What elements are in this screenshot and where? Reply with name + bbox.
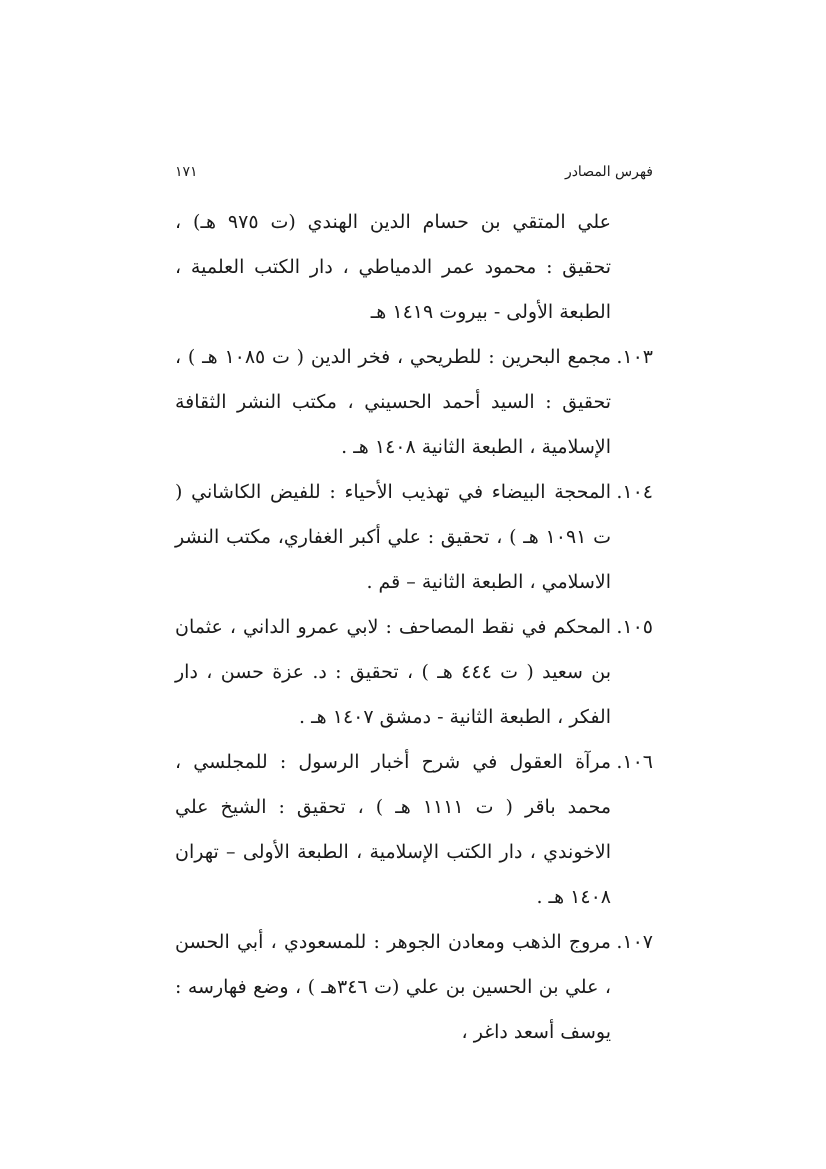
- entry-number: ١٠٥.: [616, 616, 653, 638]
- list-item: [175, 605, 653, 740]
- running-title: فهرس المصادر: [564, 164, 653, 180]
- entry-text: مروج الذهب ومعادن الجوهر : للمسعودي ، أبي الحسن ، علي بن الحسين بن علي (ت ٣٤٦هـ ) ، وضع فهارسه : يوسف أسعد داغر ،: [175, 931, 611, 1043]
- entry-number: ١٠٤.: [616, 481, 653, 503]
- entry-number: ١٠٣.: [616, 346, 653, 368]
- entry-number: ١٠٧.: [616, 931, 653, 953]
- page-header: [175, 164, 653, 186]
- entry-text: مجمع البحرين : للطريحي ، فخر الدين ( ت ١٠٨٥ هـ ) ، تحقيق : السيد أحمد الحسيني ، مكتب النشر الثقافة الإسلامية ، الطبعة الثانية ١٤٠٨ هـ .: [175, 346, 611, 458]
- entry-text: المحجة البيضاء في تهذيب الأحياء : للفيض الكاشاني ( ت ١٠٩١ هـ ) ، تحقيق : علي أكبر الغفاري، مكتب النشر الاسلامي ، الطبعة الثانية – قم .: [175, 481, 611, 593]
- list-item: [175, 920, 653, 1055]
- continuation-entry: [175, 200, 653, 335]
- entry-text: علي المتقي بن حسام الدين الهندي (ت ٩٧٥ هـ) ، تحقيق : محمود عمر الدمياطي ، دار الكتب العلمية ، الطبعة الأولى - بيروت ١٤١٩ هـ: [175, 211, 611, 323]
- bibliography-list: [175, 200, 653, 1055]
- list-item: [175, 470, 653, 605]
- list-item: [175, 740, 653, 920]
- entry-text: المحكم في نقط المصاحف : لابي عمرو الداني ، عثمان بن سعيد ( ت ٤٤٤ هـ ) ، تحقيق : د. عزة حسن ، دار الفكر ، الطبعة الثانية - دمشق ١٤٠٧ هـ .: [175, 616, 611, 728]
- page-number: ١٧١: [175, 164, 198, 180]
- list-item: [175, 335, 653, 470]
- entry-number: ١٠٦.: [616, 751, 653, 773]
- entry-text: مرآة العقول في شرح أخبار الرسول : للمجلسي ، محمد باقر ( ت ١١١١ هـ ) ، تحقيق : الشيخ علي الاخوندي ، دار الكتب الإسلامية ، الطبعة الأولى – تهران ١٤٠٨ هـ .: [175, 751, 612, 908]
